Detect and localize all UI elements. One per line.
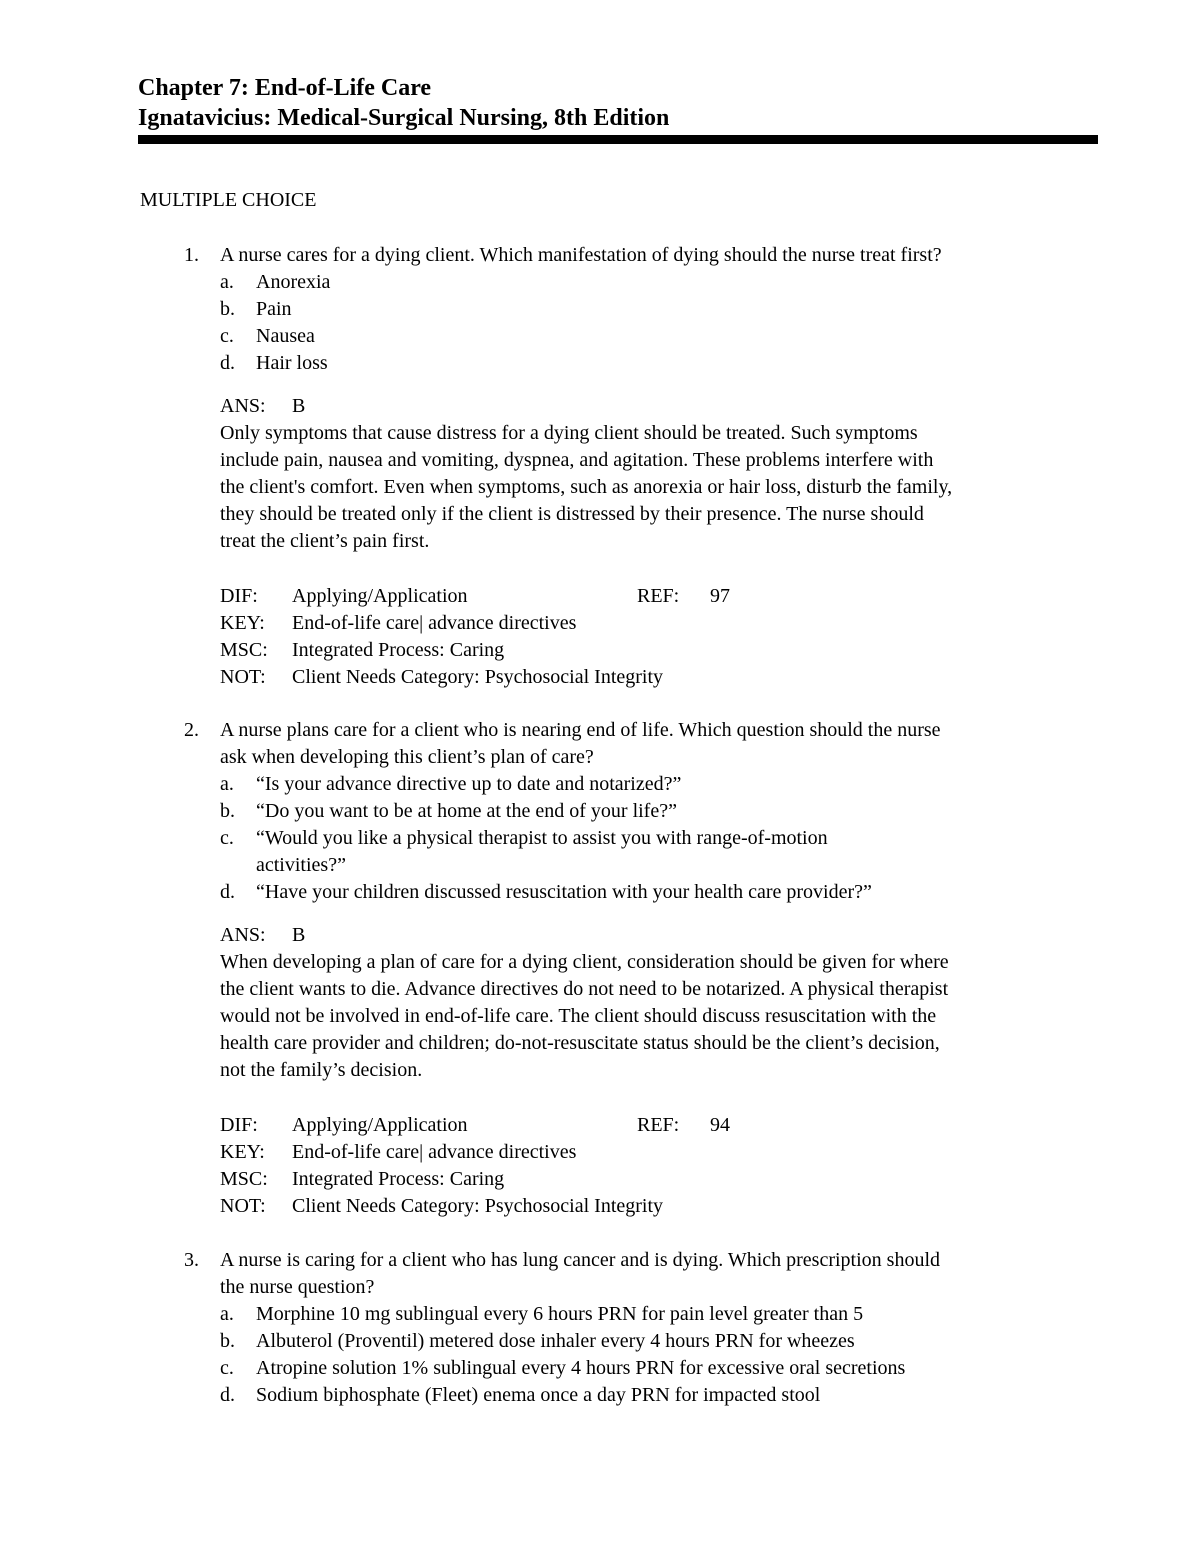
option-text: activities?” (256, 854, 346, 876)
msc-label: MSC: (220, 1168, 268, 1190)
option-letter: a. (220, 773, 234, 795)
key-value: End-of-life care| advance directives (292, 612, 577, 634)
option-text: Sodium biphosphate (Fleet) enema once a day PRN for impacted stool (256, 1384, 821, 1406)
answer-label: ANS: (220, 395, 266, 417)
key-value: End-of-life care| advance directives (292, 1141, 577, 1163)
question-stem: A nurse plans care for a client who is nearing end of life. Which question should the nurse (220, 719, 941, 741)
option-letter: d. (220, 352, 235, 374)
question-stem: A nurse is caring for a client who has lung cancer and is dying. Which prescription should (220, 1249, 941, 1271)
option-letter: d. (220, 1384, 235, 1406)
rationale-line: include pain, nausea and vomiting, dyspnea, and agitation. These problems interfere with (220, 449, 934, 471)
msc-value: Integrated Process: Caring (292, 1168, 505, 1190)
msc-value: Integrated Process: Caring (292, 639, 505, 661)
chapter-title: Chapter 7: End-of-Life Care (138, 75, 432, 101)
rationale-line: Only symptoms that cause distress for a dying client should be treated. Such symptoms (220, 422, 918, 444)
option-letter: a. (220, 271, 234, 293)
option-text: Anorexia (256, 271, 331, 293)
option-letter: b. (220, 298, 235, 320)
msc-label: MSC: (220, 639, 268, 661)
rationale-line: they should be treated only if the client is distressed by their presence. The nurse should (220, 503, 924, 525)
question-number: 3. (184, 1249, 199, 1271)
option-letter: d. (220, 881, 235, 903)
option-letter: a. (220, 1303, 234, 1325)
answer-label: ANS: (220, 924, 266, 946)
dif-label: DIF: (220, 585, 258, 607)
rationale-line: treat the client’s pain first. (220, 530, 430, 552)
question-stem: the nurse question? (220, 1276, 375, 1298)
book-title: Ignatavicius: Medical-Surgical Nursing, 8th Edition (138, 105, 670, 131)
section-title: MULTIPLE CHOICE (140, 189, 317, 211)
option-text: Pain (256, 298, 292, 320)
not-value: Client Needs Category: Psychosocial Integrity (292, 666, 664, 688)
rationale-line: not the family’s decision. (220, 1059, 423, 1081)
not-label: NOT: (220, 666, 266, 688)
not-value: Client Needs Category: Psychosocial Integrity (292, 1195, 664, 1217)
ref-value: 97 (710, 585, 730, 607)
option-text: Nausea (256, 325, 315, 347)
option-text: Atropine solution 1% sublingual every 4 hours PRN for excessive oral secretions (256, 1357, 906, 1379)
answer-value: B (292, 395, 306, 417)
ref-label: REF: (637, 1114, 680, 1136)
rationale-line: health care provider and children; do-not-resuscitate status should be the client’s decision, (220, 1032, 940, 1054)
dif-value: Applying/Application (292, 585, 468, 607)
header-rule (138, 135, 1098, 144)
option-text: Albuterol (Proventil) metered dose inhaler every 4 hours PRN for wheezes (256, 1330, 855, 1352)
option-letter: b. (220, 1330, 235, 1352)
question-stem: A nurse cares for a dying client. Which manifestation of dying should the nurse treat first? (220, 244, 942, 266)
rationale-line: would not be involved in end-of-life care. The client should discuss resuscitation with the (220, 1005, 937, 1027)
question-number: 1. (184, 244, 199, 266)
answer-value: B (292, 924, 306, 946)
option-letter: c. (220, 1357, 234, 1379)
rationale-line: the client's comfort. Even when symptoms, such as anorexia or hair loss, disturb the family, (220, 476, 953, 498)
ref-value: 94 (710, 1114, 730, 1136)
option-text: “Do you want to be at home at the end of your life?” (256, 800, 677, 822)
option-text: “Is your advance directive up to date and notarized?” (256, 773, 682, 795)
option-text: “Have your children discussed resuscitation with your health care provider?” (256, 881, 872, 903)
dif-label: DIF: (220, 1114, 258, 1136)
option-letter: c. (220, 325, 234, 347)
key-label: KEY: (220, 1141, 265, 1163)
option-text: Morphine 10 mg sublingual every 6 hours PRN for pain level greater than 5 (256, 1303, 864, 1325)
dif-value: Applying/Application (292, 1114, 468, 1136)
ref-label: REF: (637, 585, 680, 607)
option-letter: b. (220, 800, 235, 822)
option-text: “Would you like a physical therapist to assist you with range-of-motion (256, 827, 828, 849)
key-label: KEY: (220, 612, 265, 634)
question-stem: ask when developing this client’s plan of care? (220, 746, 594, 768)
rationale-line: When developing a plan of care for a dying client, consideration should be given for where (220, 951, 949, 973)
rationale-line: the client wants to die. Advance directives do not need to be notarized. A physical therapist (220, 978, 949, 1000)
question-number: 2. (184, 719, 199, 741)
option-text: Hair loss (256, 352, 328, 374)
not-label: NOT: (220, 1195, 266, 1217)
option-letter: c. (220, 827, 234, 849)
